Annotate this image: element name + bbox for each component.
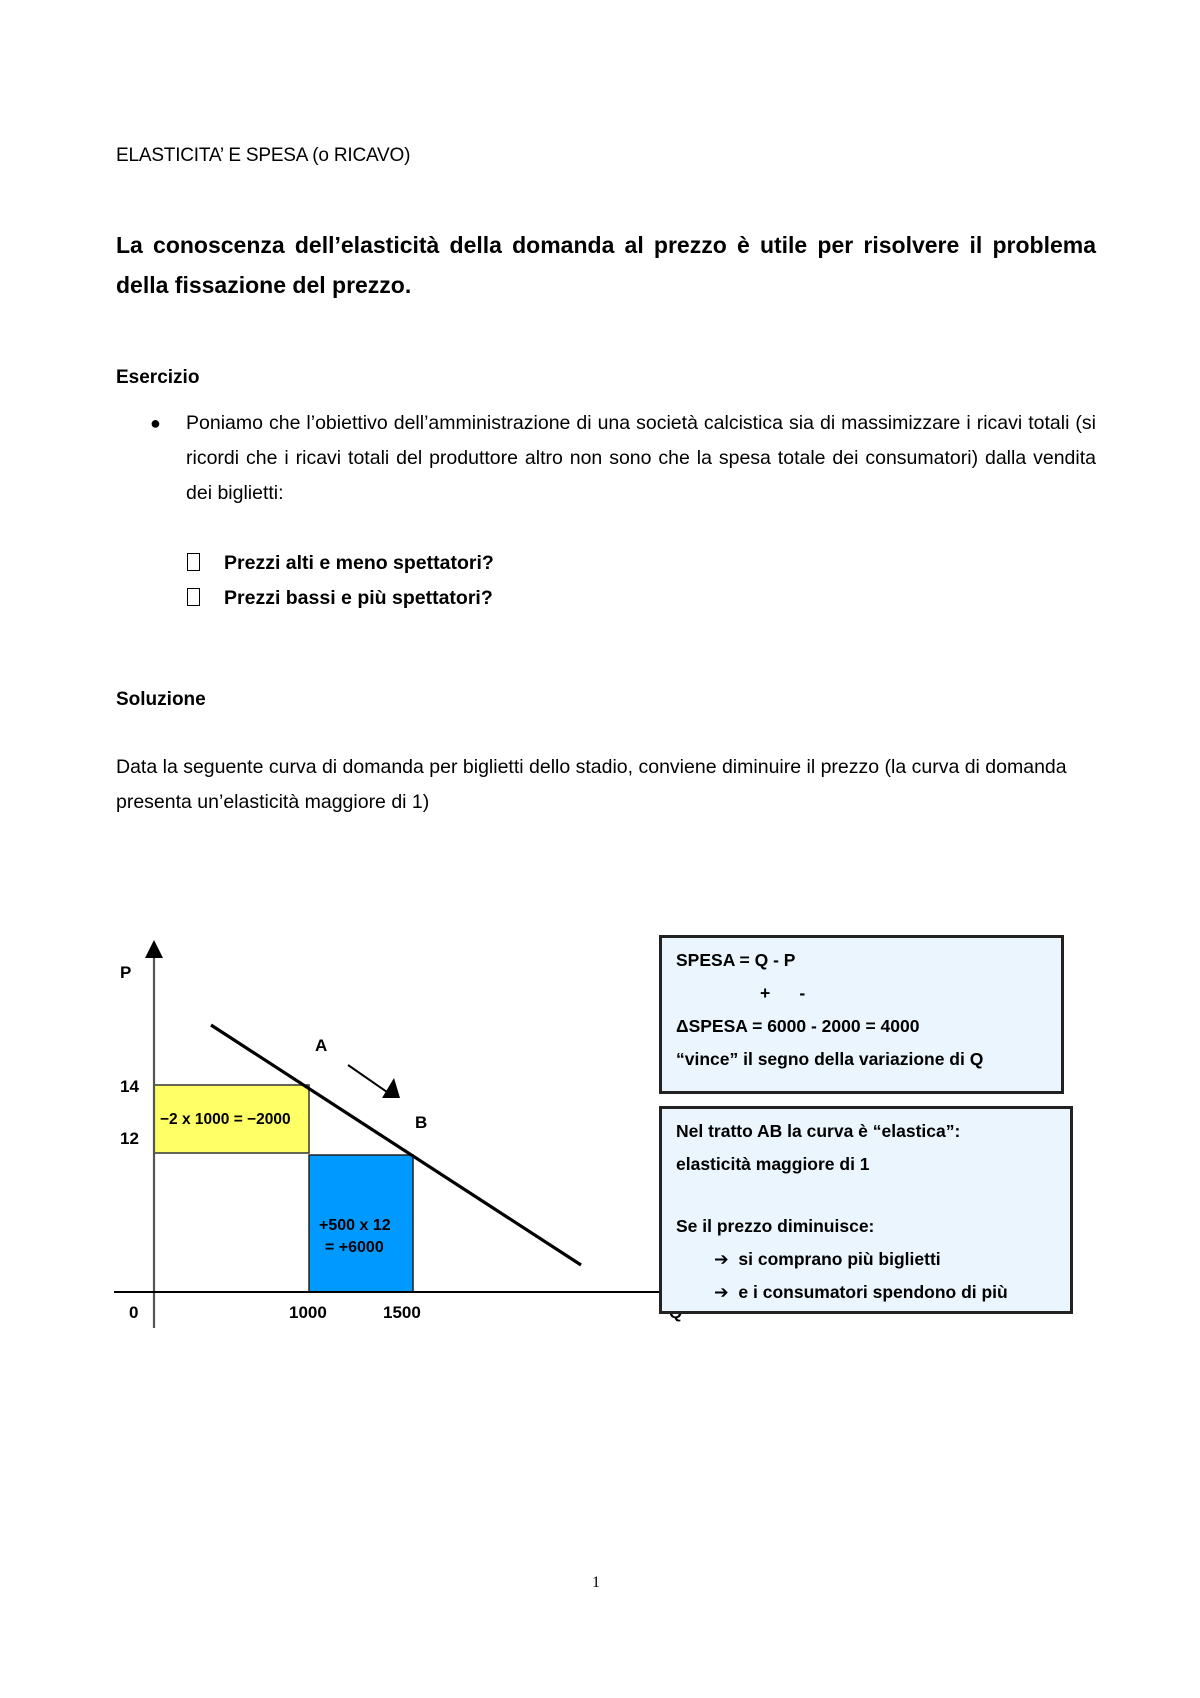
page-number: 1 [592, 1574, 600, 1591]
elastica-box [659, 1106, 1073, 1314]
y-axis-arrow-icon [145, 940, 163, 958]
y-tick-12: 12 [120, 1129, 139, 1148]
question-text: Prezzi bassi e più spettatori? [224, 587, 493, 609]
arrow-item-text: si comprano più biglietti [738, 1249, 941, 1269]
yellow-area-label: −2 x 1000 = −2000 [160, 1111, 291, 1128]
elastica-line-3: Se il prezzo diminuisce: [676, 1216, 875, 1236]
blue-area-label-1: +500 x 12 [319, 1217, 391, 1234]
elastica-line-2: elasticità maggiore di 1 [676, 1154, 870, 1174]
spacer [676, 1181, 1056, 1210]
exercise-bullet-text: Poniamo che l’obiettivo dell’amministrazione di una società calcistica sia di massimizzare i ricavi totali (si ricordi che i ricavi totali del produttore altro non sono che la spesa totale dei consumatori) dalla vendita dei biglietti: [186, 412, 1096, 504]
elastica-line-1: Nel tratto AB la curva è “elastica”: [676, 1121, 961, 1141]
y-tick-14: 14 [120, 1077, 139, 1096]
movement-arrow [348, 1065, 387, 1092]
y-axis-label: P [120, 963, 132, 982]
blue-area-label-2: = +6000 [325, 1239, 384, 1256]
question-item [187, 552, 494, 575]
vince-note: “vince” il segno della variazione di Q [676, 1049, 984, 1069]
sign-row: + - [760, 983, 806, 1003]
point-label-a: A [315, 1036, 328, 1055]
right-arrow-icon: ➔ [714, 1249, 729, 1269]
checkbox-glyph-icon [187, 553, 200, 571]
spesa-formula-box [659, 935, 1064, 1094]
exercise-heading: Esercizio [116, 367, 200, 388]
spesa-formula: SPESA = Q - P [676, 950, 796, 970]
solution-heading: Soluzione [116, 689, 206, 710]
exercise-bullet [150, 406, 1096, 511]
bullet-icon: ● [150, 413, 161, 433]
document-title: ELASTICITA’ E SPESA (o RICAVO) [116, 145, 411, 166]
solution-text: Data la seguente curva di domanda per biglietti dello stadio, conviene diminuire il prezzo (la curva di domanda presenta un’elasticità maggiore di 1) [116, 756, 1067, 813]
arrow-item [676, 1276, 1056, 1309]
x-tick-1500: 1500 [383, 1303, 421, 1322]
right-arrow-icon: ➔ [714, 1282, 729, 1302]
x-tick-0: 0 [129, 1303, 139, 1322]
question-item [187, 587, 493, 610]
point-label-b: B [415, 1113, 428, 1132]
lead-paragraph: La conoscenza dell’elasticità della domanda al prezzo è utile per risolvere il problema della fissazione del prezzo. [116, 232, 1096, 298]
arrow-item-text: e i consumatori spendono di più [738, 1282, 1008, 1302]
checkbox-glyph-icon [187, 588, 200, 606]
arrow-item [676, 1243, 1056, 1276]
question-text: Prezzi alti e meno spettatori? [224, 552, 494, 574]
demand-curve-chart [100, 930, 720, 1400]
delta-spesa: ΔSPESA = 6000 - 2000 = 4000 [676, 1016, 920, 1036]
x-tick-1000: 1000 [289, 1303, 327, 1322]
arrow-head-icon [382, 1078, 400, 1098]
